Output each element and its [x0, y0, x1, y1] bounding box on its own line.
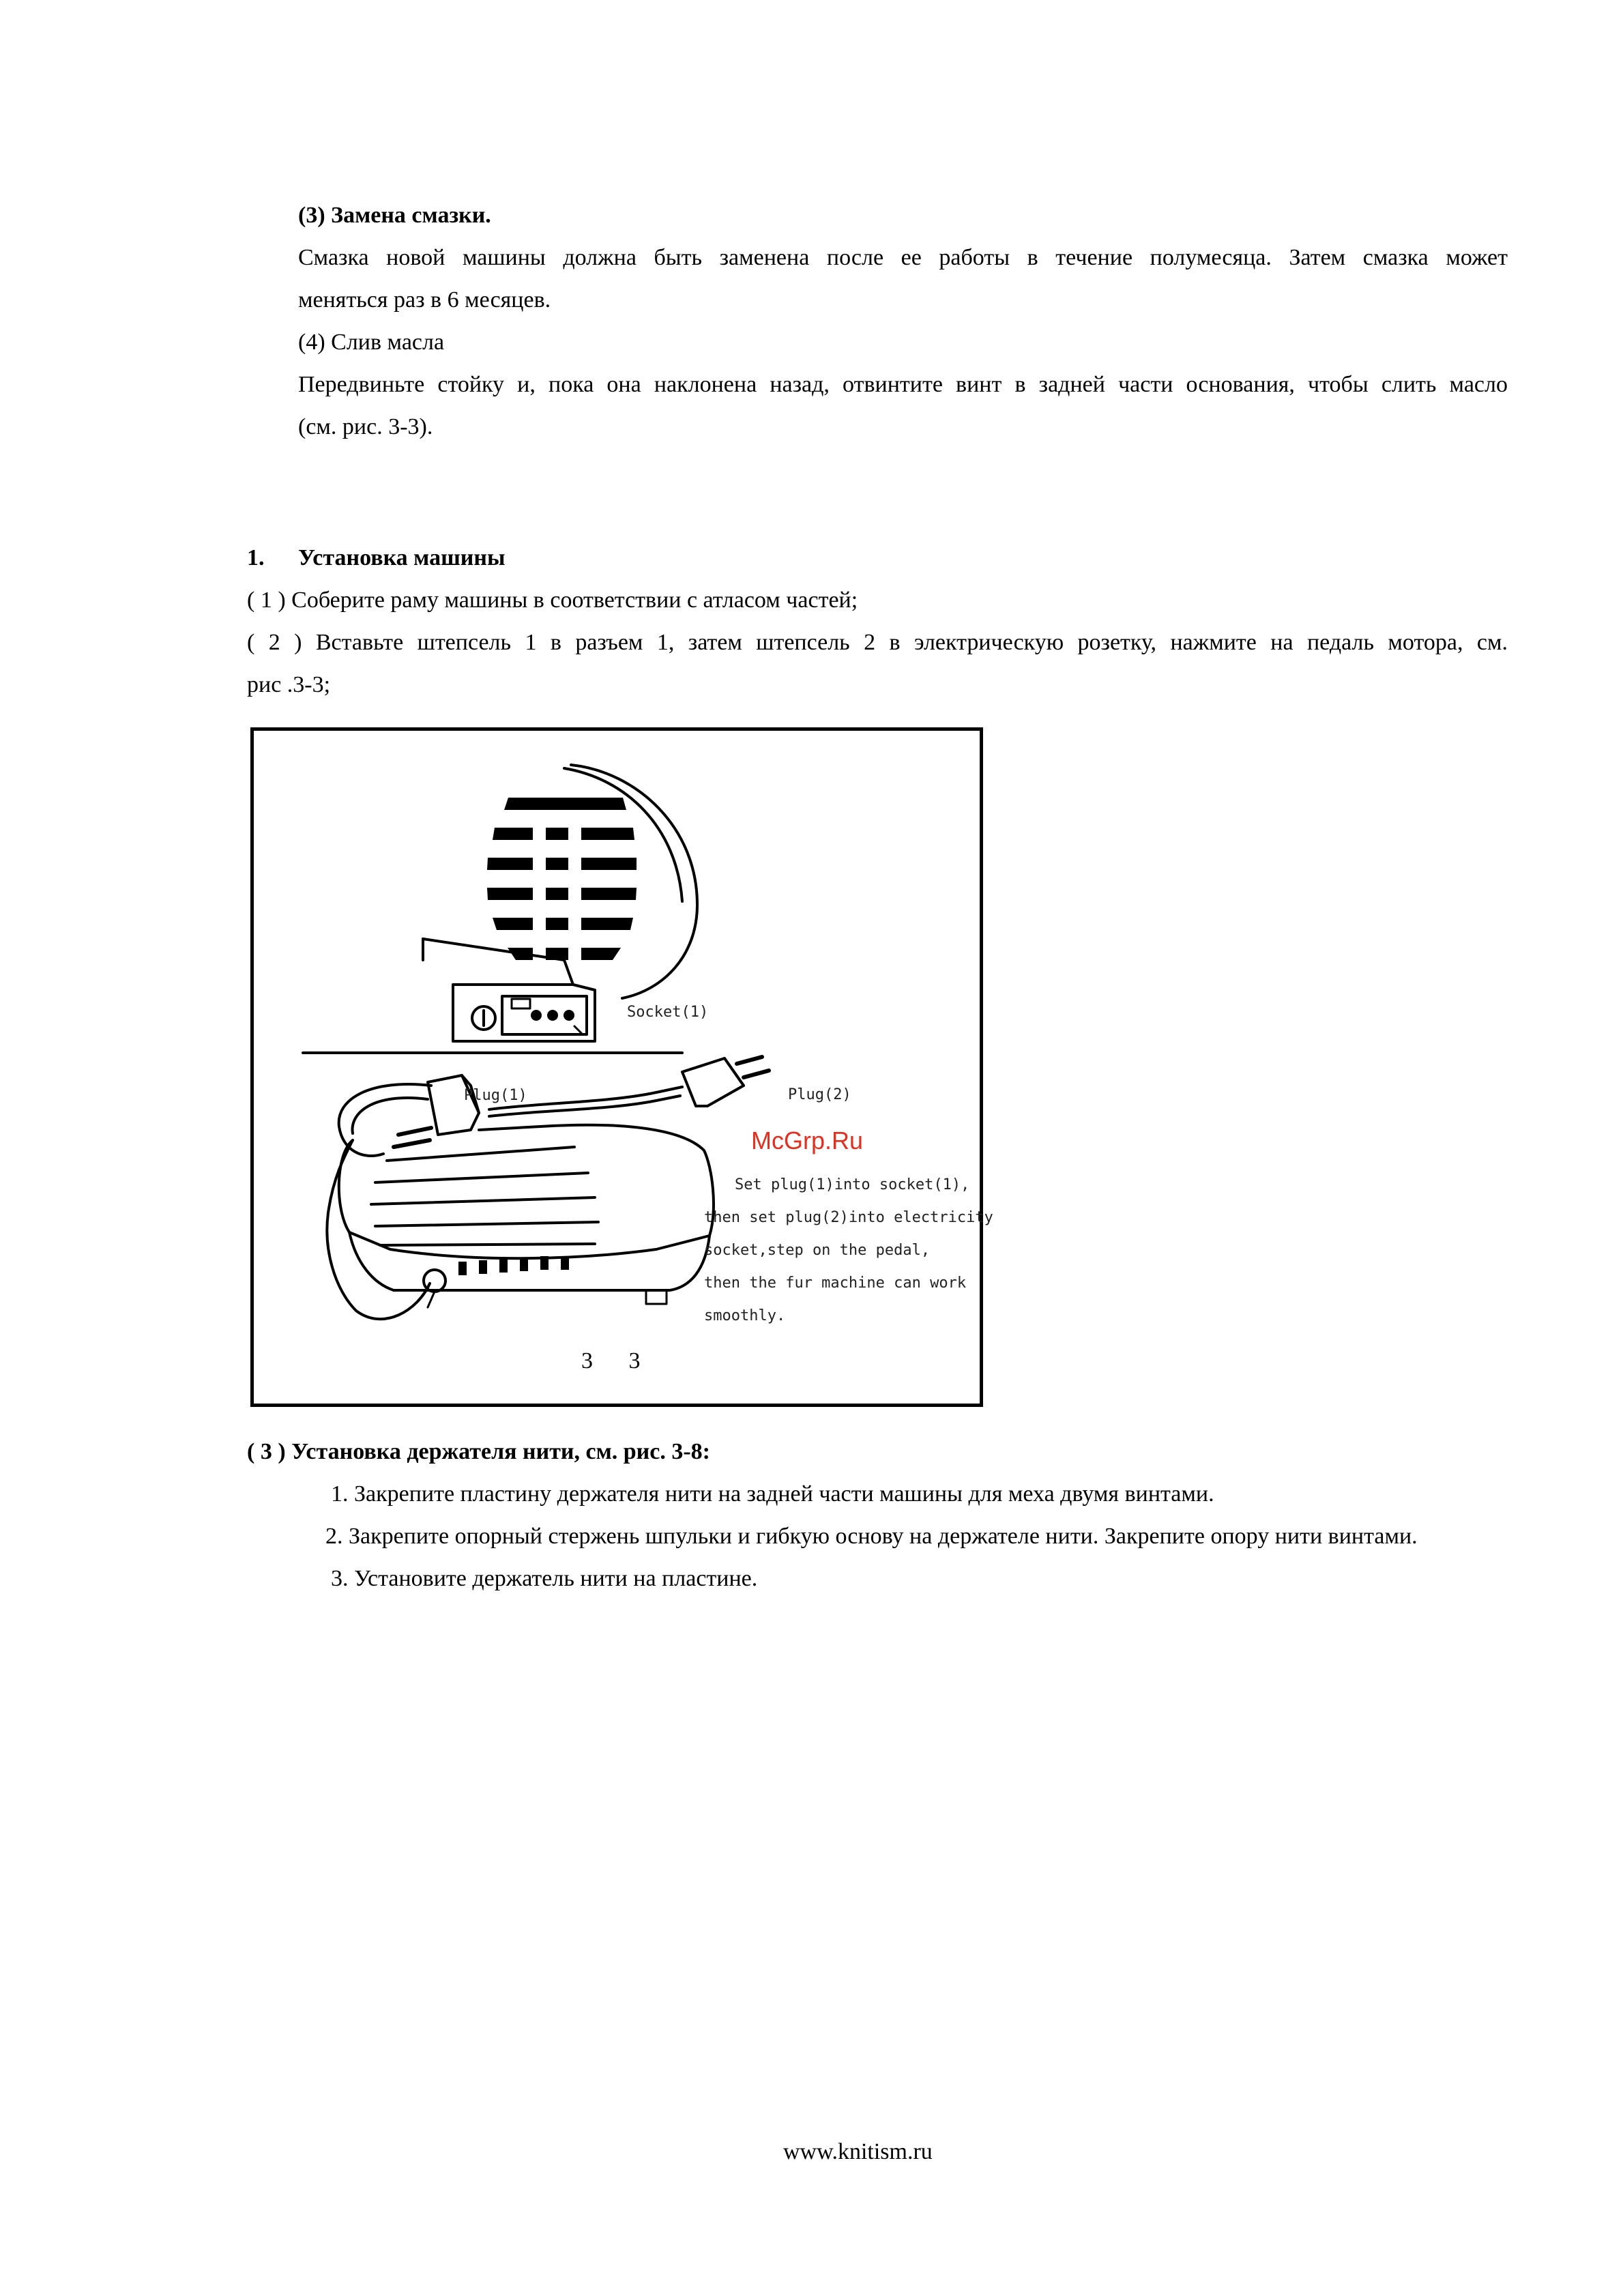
plug-1	[428, 1075, 479, 1135]
holder-step-2: 2. Закрепите опорный стержень шпульки и гибкую основу на держателе нити. Закрепите опору нити винтами.	[325, 1524, 1418, 1549]
footer-url: www.knitism.ru	[783, 2139, 933, 2164]
note-line: then set plug(2)into electricity	[704, 1209, 993, 1226]
note-line: smoothly.	[704, 1307, 786, 1324]
install-heading: Установка машины	[298, 545, 506, 570]
plug-2-label: Plug(2)	[788, 1086, 851, 1103]
note-line: socket,step on the pedal,	[704, 1242, 931, 1259]
note-line: then the fur machine can work	[704, 1275, 967, 1292]
drain-para-line1: Передвиньте стойку и, пока она наклонена назад, отвинтите винт в задней части основания, чтобы слить масло	[298, 372, 1508, 397]
socket-label: Socket(1)	[627, 1004, 709, 1021]
grease-para-line2: меняться раз в 6 месяцев.	[298, 287, 551, 313]
plug-2	[682, 1058, 744, 1106]
grease-para-line1: Смазка новой машины должна быть заменена после ее работы в течение полумесяца. Затем смазка может	[298, 245, 1508, 270]
install-item-1: ( 1 ) Соберите раму машины в соответствии с атласом частей;	[247, 587, 858, 613]
drain-para-line2: (см. рис. 3-3).	[298, 414, 433, 439]
cord	[339, 1084, 431, 1156]
holder-heading: ( 3 ) Установка держателя нити, см. рис. 3-8:	[247, 1439, 711, 1464]
motor-vent-icon	[458, 798, 637, 1275]
install-item-2-line1: ( 2 ) Вставьте штепсель 1 в разъем 1, затем штепсель 2 в электрическую розетку, нажмите на педаль мотора, см.	[247, 630, 1508, 655]
note-line: Set plug(1)into socket(1),	[735, 1176, 970, 1193]
drain-heading: (4) Слив масла	[298, 330, 445, 355]
holder-step-1: 1. Закрепите пластину держателя нити на задней части машины для меха двумя винтами.	[331, 1481, 1214, 1507]
holder-step-3: 3. Установите держатель нити на пластине.	[331, 1566, 758, 1591]
figure-3-3	[250, 727, 993, 1407]
plug-1-label: Plug(1)	[464, 1087, 527, 1104]
figure-caption: 3 3	[581, 1348, 656, 1374]
install-heading-number: 1.	[247, 545, 265, 570]
grease-heading: (3) Замена смазки.	[298, 203, 491, 228]
watermark-text: McGrp.Ru	[751, 1127, 864, 1154]
motor-pedal-illustration	[254, 731, 980, 1404]
install-item-2-line2: рис .3-3;	[247, 672, 331, 697]
